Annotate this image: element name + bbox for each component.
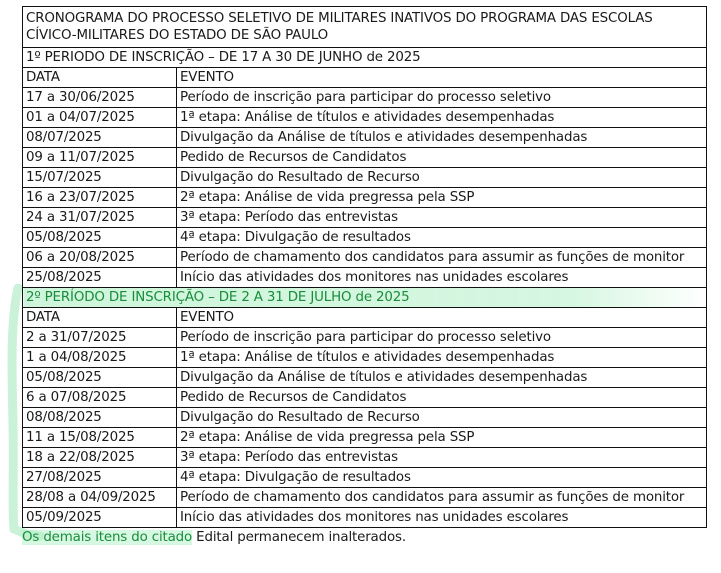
table-row xyxy=(23,448,707,468)
table-row xyxy=(23,188,707,208)
table-row xyxy=(23,488,707,508)
table-title: CRONOGRAMA DO PROCESSO SELETIVO DE MILITARES INATIVOS DO PROGRAMA DAS ESCOLAS CÍVICO-MILITARES DO ESTADO DE SÃO PAULO xyxy=(23,7,707,48)
table-row xyxy=(23,468,707,488)
row-date: 28/08 a 04/09/2025 xyxy=(23,488,177,508)
table-row xyxy=(23,228,707,248)
row-date: 05/09/2025 xyxy=(23,508,177,528)
row-event: 3ª etapa: Período das entrevistas xyxy=(177,208,707,228)
row-date: 24 a 31/07/2025 xyxy=(23,208,177,228)
row-date: 17 a 30/06/2025 xyxy=(23,88,177,108)
period2-header-row xyxy=(23,308,707,328)
row-event: 3ª etapa: Período das entrevistas xyxy=(177,448,707,468)
row-event: Período de chamamento dos candidatos para assumir as funções de monitor xyxy=(177,248,707,268)
row-event: Divulgação da Análise de títulos e atividades desempenhadas xyxy=(177,128,707,148)
footer-note xyxy=(22,528,406,547)
column-header-evento: EVENTO xyxy=(177,308,707,328)
row-date: 05/08/2025 xyxy=(23,368,177,388)
column-header-data: DATA xyxy=(23,68,177,88)
table-row xyxy=(23,508,707,528)
table-row xyxy=(23,148,707,168)
row-date: 16 a 23/07/2025 xyxy=(23,188,177,208)
table-row xyxy=(23,128,707,148)
row-event: Período de inscrição para participar do processo seletivo xyxy=(177,88,707,108)
row-date: 27/08/2025 xyxy=(23,468,177,488)
row-event: 2ª etapa: Análise de vida pregressa pela SSP xyxy=(177,428,707,448)
row-date: 18 a 22/08/2025 xyxy=(23,448,177,468)
table-row xyxy=(23,168,707,188)
row-event: Pedido de Recursos de Candidatos xyxy=(177,148,707,168)
row-date: 6 a 07/08/2025 xyxy=(23,388,177,408)
table-row xyxy=(23,428,707,448)
footer-highlighted-text: Os demais itens do citado xyxy=(22,530,193,545)
table-row xyxy=(23,328,707,348)
row-event: Divulgação do Resultado de Recurso xyxy=(177,408,707,428)
table-row xyxy=(23,348,707,368)
row-date: 09 a 11/07/2025 xyxy=(23,148,177,168)
row-date: 11 a 15/08/2025 xyxy=(23,428,177,448)
period2-heading-row xyxy=(23,288,707,308)
row-date: 05/08/2025 xyxy=(23,228,177,248)
row-event: Período de chamamento dos candidatos para assumir as funções de monitor xyxy=(177,488,707,508)
row-event: 4ª etapa: Divulgação de resultados xyxy=(177,228,707,248)
period1-heading-row xyxy=(23,48,707,68)
footer-text: Edital permanecem inalterados. xyxy=(192,530,406,545)
column-header-data: DATA xyxy=(23,308,177,328)
row-event: Pedido de Recursos de Candidatos xyxy=(177,388,707,408)
row-date: 25/08/2025 xyxy=(23,268,177,288)
table-row xyxy=(23,248,707,268)
row-event: Início das atividades dos monitores nas unidades escolares xyxy=(177,508,707,528)
period2-heading: 2º PERÍODO DE INSCRIÇÃO – DE 2 A 31 DE JULHO de 2025 xyxy=(23,288,707,308)
period1-heading: 1º PERIODO DE INSCRIÇÃO – DE 17 A 30 DE JUNHO de 2025 xyxy=(23,48,707,68)
row-date: 01 a 04/07/2025 xyxy=(23,108,177,128)
row-date: 08/08/2025 xyxy=(23,408,177,428)
table-row xyxy=(23,268,707,288)
row-event: 1ª etapa: Análise de títulos e atividades desempenhadas xyxy=(177,348,707,368)
row-date: 08/07/2025 xyxy=(23,128,177,148)
schedule-table xyxy=(22,6,707,528)
table-row xyxy=(23,208,707,228)
row-date: 1 a 04/08/2025 xyxy=(23,348,177,368)
table-title-row xyxy=(23,7,707,48)
table-row xyxy=(23,408,707,428)
row-event: Divulgação da Análise de títulos e atividades desempenhadas xyxy=(177,368,707,388)
table-row xyxy=(23,368,707,388)
row-event: Divulgação do Resultado de Recurso xyxy=(177,168,707,188)
row-event: 2ª etapa: Análise de vida pregressa pela SSP xyxy=(177,188,707,208)
row-date: 2 a 31/07/2025 xyxy=(23,328,177,348)
row-event: 4ª etapa: Divulgação de resultados xyxy=(177,468,707,488)
row-date: 15/07/2025 xyxy=(23,168,177,188)
table-row xyxy=(23,88,707,108)
row-date: 06 a 20/08/2025 xyxy=(23,248,177,268)
row-event: 1ª etapa: Análise de títulos e atividades desempenhadas xyxy=(177,108,707,128)
period1-header-row xyxy=(23,68,707,88)
table-row xyxy=(23,108,707,128)
column-header-evento: EVENTO xyxy=(177,68,707,88)
row-event: Início das atividades dos monitores nas unidades escolares xyxy=(177,268,707,288)
row-event: Período de inscrição para participar do processo seletivo xyxy=(177,328,707,348)
table-row xyxy=(23,388,707,408)
